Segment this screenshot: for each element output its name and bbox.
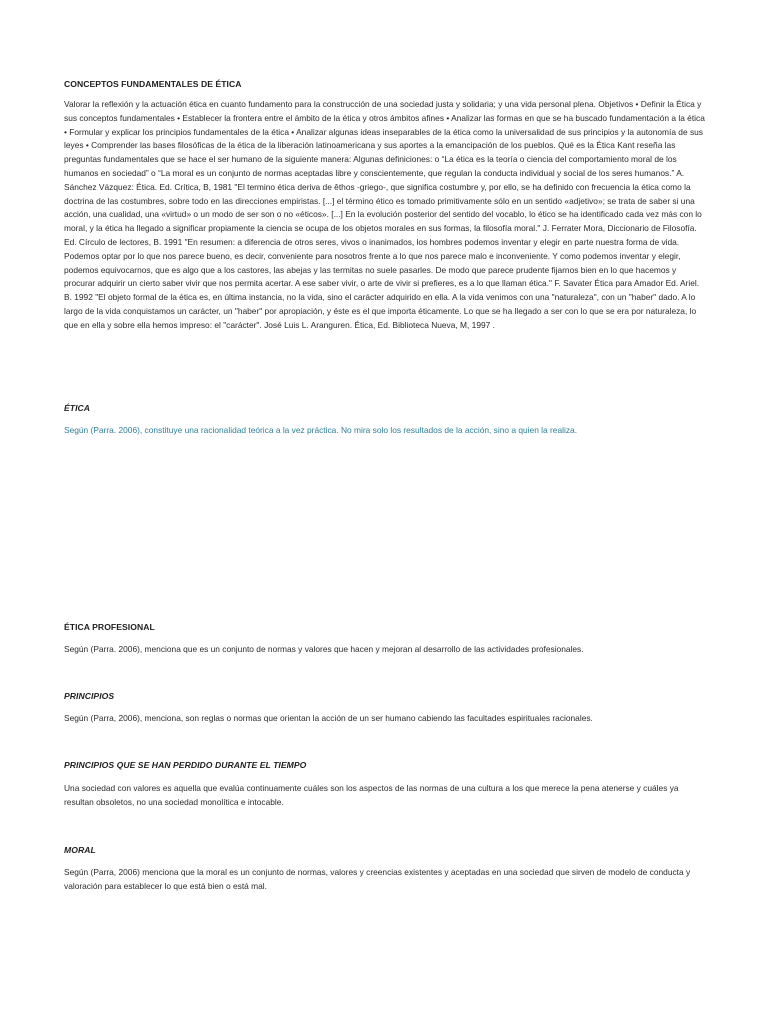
intro-paragraph: Valorar la reflexión y la actuación ética en cuanto fundamento para la construcción de una sociedad justa y solidaria; y una vida personal plena. Objetivos • Definir la Ética y sus conceptos fundamentales • Establecer la frontera entre el ámbito de la ética y otros ámbitos afines • Analizar las formas en que se ha buscado fundamentación a la ética • Formular y explicar los principios fundamentales de la ética • Analizar algunas ideas inseparables de la ética como la universalidad de sus principios y la autonomía de sus leyes • Comprender las bases filosóficas de la ética de la liberación latinoamericana y sus aportes a la emancipación de los pueblos. Qué es la Ética Kant reseña las preguntas fundamentales que se hace el ser humano de la siguiente manera: Algunas definiciones: o “La ética es la teoría o ciencia del comportamiento moral de los humanos en sociedad” o “La moral es un conjunto de normas aceptadas libre y conscientemente, que regulan la conducta individual y social de los seres humanos.” A. Sánchez Vázquez: Ética. Ed. Crítica, B, 1981 "El termino ética deriva de êthos -griego-, que significa costumbre y, por ello, se ha definido con frecuencia la ética como la doctrina de las costumbres, sobre todo en las direcciones empiristas. [...] el término ético es tomado primitivamente sólo en un sentido «adjetivo»; se trata de saber si una acción, una cualidad, una «virtud» o un modo de ser son o no «éticos». [...] En la evolución posterior del sentido del vocablo, lo ético se ha identificado cada vez más con lo moral, y la ética ha llegado a significar propiamente la ciencia se ocupa de los objetos morales en sus formas, la filosofía moral." J. Ferrater Mora, Diccionario de Filosofía. Ed. Círculo de lectores, B. 1991 "En resumen: a diferencia de otros seres, vivos o inanimados, los hombres podemos inventar y elegir en parte nuestra forma de vida. Podemos optar por lo que nos parece bueno, es decir, conveniente para nosotros frente a lo que nos parece malo e inconveniente. Y como podemos inventar y elegir, podemos equivocarnos, que es algo que a los castores, las abejas y las termitas no suele pasarles. De modo que parece prudente fijarnos bien en lo que hacemos y procurar adquirir un cierto saber vivir que nos permita acertar. A ese saber vivir, o arte de vivir si prefieres, es a lo que llaman ética." F. Savater Ética para Amador Ed. Ariel. B. 1992 "El objeto formal de la ética es, en última instancia, no la vida, sino el carácter adquirido en ella. A la vida venimos con una "naturaleza", con un "haber" dado. A lo largo de la vida conquistamos un carácter, un "haber" por apropiación, y éste es el que importa éticamente. Lo que se ha llegado a ser con lo que se era por naturaleza, lo que en ella y sobre ella hemos impreso: el "carácter". José Luis L. Aranguren. Ética, Ed. Biblioteca Nueva, M, 1997 .	[64, 99, 705, 330]
section-heading-principios-perdidos: PRINCIPIOS QUE SE HAN PERDIDO DURANTE EL TIEMPO	[64, 760, 307, 770]
section-heading-etica: ÉTICA	[64, 403, 91, 413]
section-text-moral: Según (Parra, 2006) menciona que la moral es un conjunto de normas, valores y creencias existentes y aceptadas en una sociedad que sirven de modelo de conducta y valoración para establecer lo que está bien o está mal.	[64, 867, 691, 891]
section-text-etica-profesional: Según (Parra. 2006), menciona que es un conjunto de normas y valores que hacen y mejoran al desarrollo de las actividades profesionales.	[64, 644, 584, 654]
section-heading-etica-profesional: ÉTICA PROFESIONAL	[64, 622, 155, 632]
document-title: CONCEPTOS FUNDAMENTALES DE ÉTICA	[64, 79, 242, 89]
section-heading-moral: MORAL	[64, 845, 96, 855]
section-heading-principios: PRINCIPIOS	[64, 691, 115, 701]
section-text-etica: Según (Parra. 2006), constituye una racionalidad teórica a la vez práctica. No mira solo los resultados de la acción, sino a quien la realiza.	[64, 425, 578, 435]
section-text-principios: Según (Parra, 2006), menciona, son reglas o normas que orientan la acción de un ser humano cabiendo las facultades espirituales racionales.	[64, 713, 593, 723]
section-text-principios-perdidos: Una sociedad con valores es aquella que evalúa continuamente cuáles son los aspectos de las normas de una cultura a los que merece la pena atenerse y cuáles ya resultan obsoletos, no una sociedad monolítica e intocable.	[64, 783, 679, 807]
